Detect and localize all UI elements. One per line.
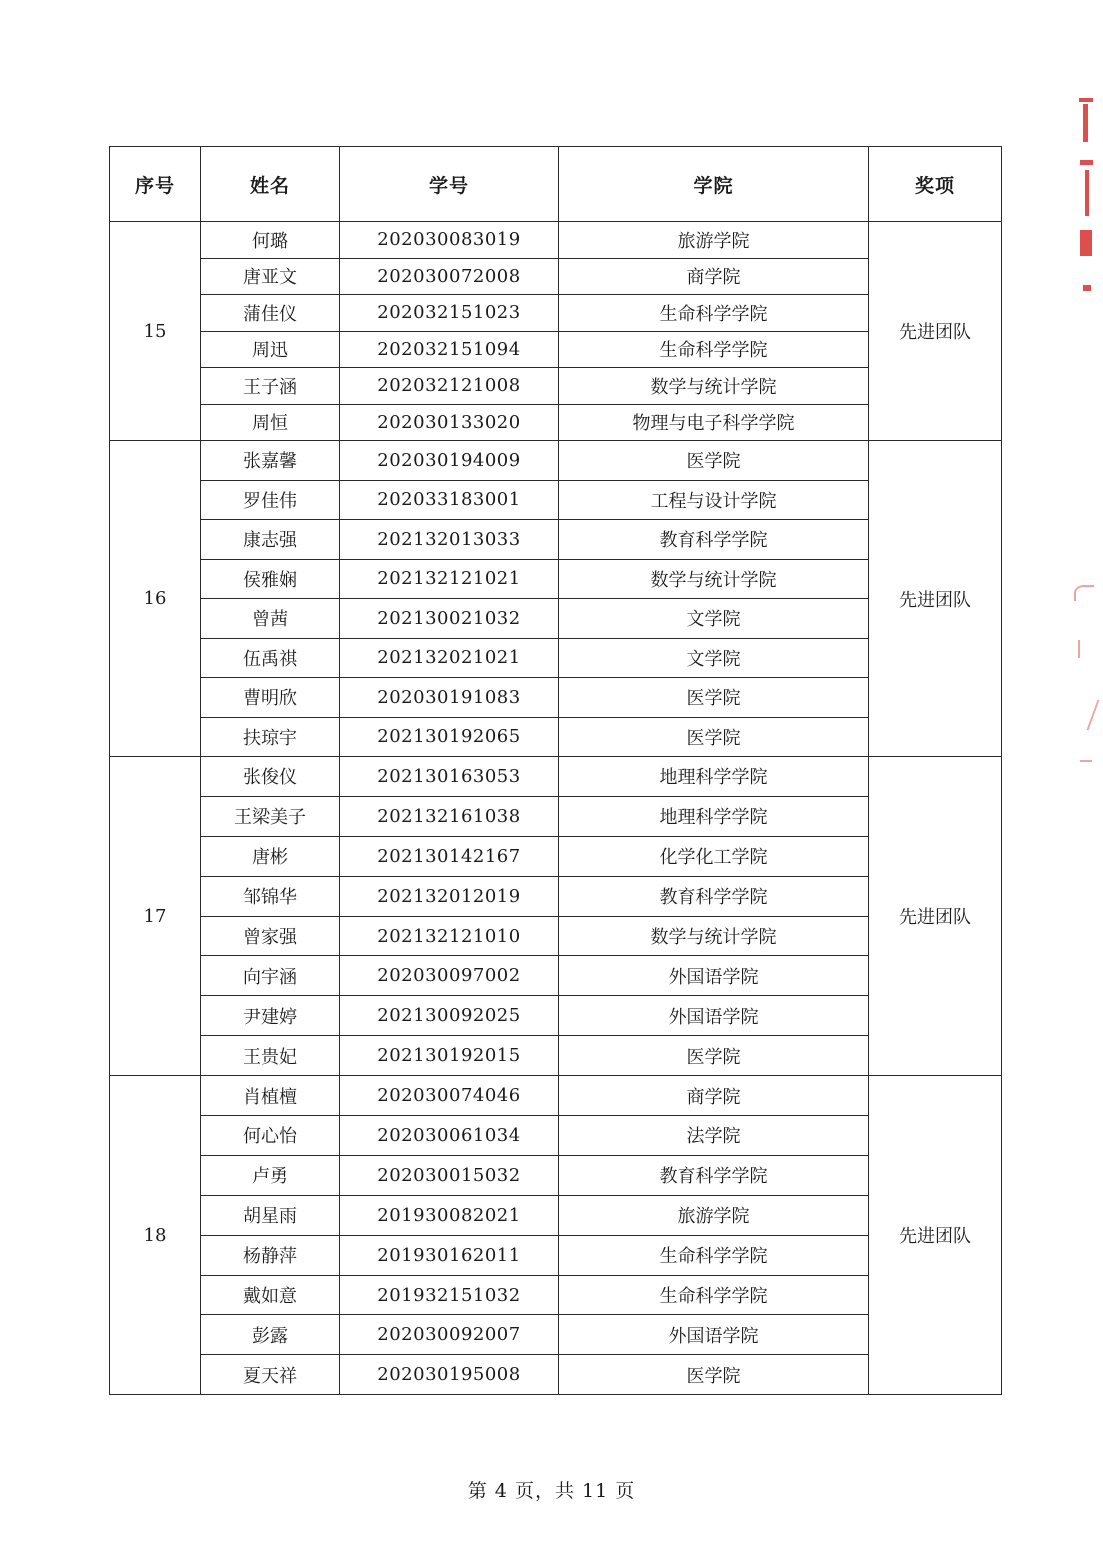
cell-college: 法学院	[559, 1116, 869, 1156]
cell-student-id: 202032151023	[340, 295, 559, 332]
cell-name: 王梁美子	[201, 796, 340, 836]
cell-student-id: 202030061034	[340, 1116, 559, 1156]
cell-student-id: 202030074046	[340, 1076, 559, 1116]
cell-college: 旅游学院	[559, 1195, 869, 1235]
cell-college: 外国语学院	[559, 956, 869, 996]
table-row	[110, 441, 1002, 481]
cell-name: 尹建婷	[201, 996, 340, 1036]
cell-college: 化学化工学院	[559, 836, 869, 876]
cell-student-id: 202032151094	[340, 331, 559, 368]
table-row	[110, 1155, 1002, 1195]
cell-student-id: 202130192065	[340, 717, 559, 757]
cell-college: 数学与统计学院	[559, 916, 869, 956]
cell-student-id: 202132161038	[340, 796, 559, 836]
table-row	[110, 1355, 1002, 1395]
cell-college: 生命科学学院	[559, 1275, 869, 1315]
cell-name: 肖植檀	[201, 1076, 340, 1116]
cell-college: 教育科学学院	[559, 1155, 869, 1195]
table-row	[110, 1036, 1002, 1076]
stamp-stroke-4	[1080, 230, 1092, 256]
cell-name: 曾家强	[201, 916, 340, 956]
cell-award: 先进团队	[869, 441, 1002, 757]
cell-name: 蒲佳仪	[201, 295, 340, 332]
cell-name: 何心怡	[201, 1116, 340, 1156]
table-row	[110, 520, 1002, 560]
header-award: 奖项	[869, 147, 1002, 222]
footer-mid: 页，共	[514, 1480, 575, 1502]
stamp-faint-1	[1074, 585, 1094, 601]
table-row	[110, 956, 1002, 996]
cell-college: 物理与电子科学学院	[559, 404, 869, 441]
table-row	[110, 1116, 1002, 1156]
footer-total-pages: 11	[582, 1480, 609, 1502]
cell-student-id: 202132121010	[340, 916, 559, 956]
footer-page-number: 4	[494, 1480, 508, 1502]
cell-student-id: 201930162011	[340, 1235, 559, 1275]
cell-name: 彭露	[201, 1315, 340, 1355]
cell-college: 教育科学学院	[559, 876, 869, 916]
table-row	[110, 796, 1002, 836]
cell-name: 王贵妃	[201, 1036, 340, 1076]
table-row	[110, 331, 1002, 368]
cell-student-id: 202132012019	[340, 876, 559, 916]
cell-name: 唐彬	[201, 836, 340, 876]
cell-student-id: 202130163053	[340, 757, 559, 797]
cell-name: 张嘉馨	[201, 441, 340, 481]
cell-name: 杨静萍	[201, 1235, 340, 1275]
cell-college: 医学院	[559, 1355, 869, 1395]
cell-college: 生命科学学院	[559, 1235, 869, 1275]
cell-college: 数学与统计学院	[559, 368, 869, 405]
table-row	[110, 1235, 1002, 1275]
cell-student-id: 202130192015	[340, 1036, 559, 1076]
cell-name: 夏天祥	[201, 1355, 340, 1395]
footer-prefix: 第	[467, 1480, 488, 1502]
cell-student-id: 202132121021	[340, 559, 559, 599]
stamp-stroke-top	[1079, 98, 1093, 102]
cell-seq: 17	[110, 757, 201, 1076]
stamp-faint-3	[1067, 700, 1100, 730]
cell-name: 周迅	[201, 331, 340, 368]
cell-student-id: 202030191083	[340, 678, 559, 718]
cell-college: 地理科学学院	[559, 796, 869, 836]
cell-student-id: 202132013033	[340, 520, 559, 560]
cell-student-id: 202130021032	[340, 599, 559, 639]
table-row	[110, 717, 1002, 757]
cell-college: 外国语学院	[559, 996, 869, 1036]
cell-college: 医学院	[559, 717, 869, 757]
table-row	[110, 258, 1002, 295]
cell-college: 工程与设计学院	[559, 480, 869, 520]
table-body	[110, 222, 1002, 1395]
cell-college: 生命科学学院	[559, 331, 869, 368]
cell-student-id: 202132021021	[340, 638, 559, 678]
header-seq: 序号	[110, 147, 201, 222]
cell-college: 文学院	[559, 638, 869, 678]
cell-student-id: 202033183001	[340, 480, 559, 520]
cell-name: 康志强	[201, 520, 340, 560]
cell-award: 先进团队	[869, 1076, 1002, 1395]
cell-student-id: 202030092007	[340, 1315, 559, 1355]
cell-college: 医学院	[559, 678, 869, 718]
cell-college: 外国语学院	[559, 1315, 869, 1355]
footer-suffix: 页	[615, 1480, 636, 1502]
cell-name: 向宇涵	[201, 956, 340, 996]
cell-student-id: 202032121008	[340, 368, 559, 405]
table-row	[110, 404, 1002, 441]
stamp-faint-2	[1078, 640, 1090, 658]
cell-college: 医学院	[559, 441, 869, 481]
stamp-stroke-1	[1083, 104, 1088, 142]
cell-student-id: 202130092025	[340, 996, 559, 1036]
table-row	[110, 1275, 1002, 1315]
cell-college: 旅游学院	[559, 222, 869, 259]
table-row	[110, 836, 1002, 876]
cell-student-id: 202030133020	[340, 404, 559, 441]
cell-college: 地理科学学院	[559, 757, 869, 797]
page-footer	[0, 1476, 1103, 1503]
cell-college: 商学院	[559, 1076, 869, 1116]
stamp-stroke-3	[1085, 170, 1089, 216]
stamp-faint-4	[1080, 760, 1092, 770]
cell-college: 教育科学学院	[559, 520, 869, 560]
cell-college: 生命科学学院	[559, 295, 869, 332]
cell-name: 卢勇	[201, 1155, 340, 1195]
award-table	[109, 146, 1002, 1395]
header-college: 学院	[559, 147, 869, 222]
header-student-id: 学号	[340, 147, 559, 222]
cell-name: 胡星雨	[201, 1195, 340, 1235]
cell-seq: 18	[110, 1076, 201, 1395]
cell-name: 戴如意	[201, 1275, 340, 1315]
cell-student-id: 202130142167	[340, 836, 559, 876]
table-row	[110, 222, 1002, 259]
cell-student-id: 202030015032	[340, 1155, 559, 1195]
cell-name: 侯雅娴	[201, 559, 340, 599]
cell-name: 张俊仪	[201, 757, 340, 797]
table-row	[110, 757, 1002, 797]
table-header	[110, 147, 1002, 222]
table-row	[110, 996, 1002, 1036]
cell-student-id: 202030195008	[340, 1355, 559, 1395]
cell-college: 医学院	[559, 1036, 869, 1076]
cell-seq: 16	[110, 441, 201, 757]
table-row	[110, 559, 1002, 599]
table-row	[110, 480, 1002, 520]
cell-name: 扶琼宇	[201, 717, 340, 757]
cell-award: 先进团队	[869, 757, 1002, 1076]
table-row	[110, 368, 1002, 405]
table-row	[110, 638, 1002, 678]
cell-student-id: 201932151032	[340, 1275, 559, 1315]
table-row	[110, 678, 1002, 718]
cell-student-id: 202030097002	[340, 956, 559, 996]
cell-student-id: 202030083019	[340, 222, 559, 259]
header-row	[110, 147, 1002, 222]
table-row	[110, 916, 1002, 956]
cell-name: 王子涵	[201, 368, 340, 405]
cell-student-id: 202030194009	[340, 441, 559, 481]
cell-name: 唐亚文	[201, 258, 340, 295]
table-row	[110, 599, 1002, 639]
stamp-stroke-5	[1083, 285, 1091, 291]
table-row	[110, 1195, 1002, 1235]
cell-student-id: 202030072008	[340, 258, 559, 295]
cell-name: 曾茜	[201, 599, 340, 639]
cell-award: 先进团队	[869, 222, 1002, 441]
header-name: 姓名	[201, 147, 340, 222]
cell-name: 何璐	[201, 222, 340, 259]
cell-seq: 15	[110, 222, 201, 441]
cell-student-id: 201930082021	[340, 1195, 559, 1235]
cell-name: 伍禹祺	[201, 638, 340, 678]
cell-college: 商学院	[559, 258, 869, 295]
stamp-stroke-2	[1080, 160, 1093, 165]
cell-name: 罗佳伟	[201, 480, 340, 520]
table-row	[110, 295, 1002, 332]
cell-name: 邹锦华	[201, 876, 340, 916]
table-row	[110, 1315, 1002, 1355]
table-row	[110, 1076, 1002, 1116]
cell-name: 曹明欣	[201, 678, 340, 718]
table-row	[110, 876, 1002, 916]
cell-college: 数学与统计学院	[559, 559, 869, 599]
cell-name: 周恒	[201, 404, 340, 441]
cell-college: 文学院	[559, 599, 869, 639]
